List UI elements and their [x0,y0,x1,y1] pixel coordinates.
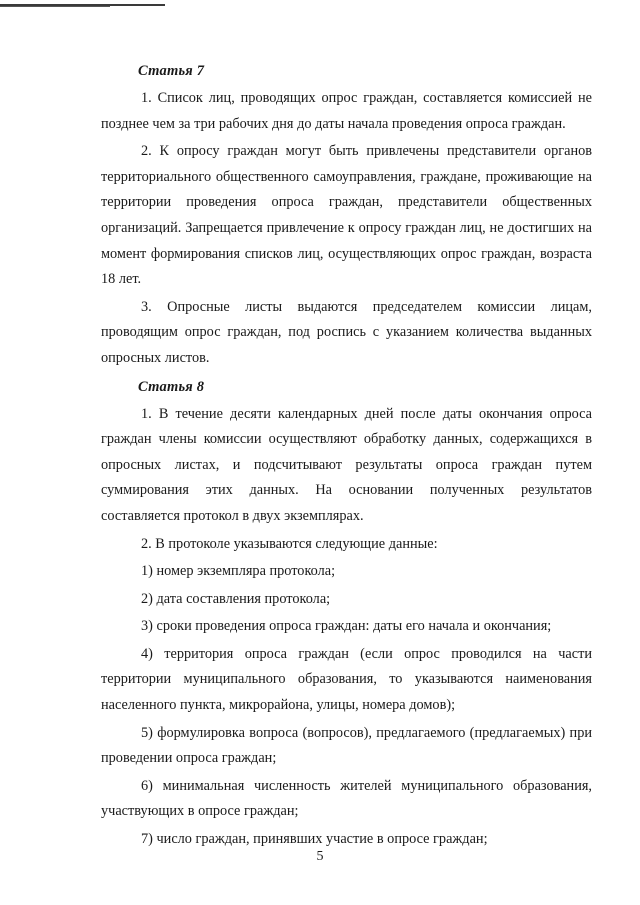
paragraph: 3. Опросные листы выдаются председателем комиссии лицам, проводящим опрос граждан, под роспись с указанием количества выданных опросных листов. [101,298,592,366]
paragraph: 2. В протоколе указываются следующие данные: [141,535,438,552]
list-item: 1) номер экземпляра протокола; [141,563,336,580]
list-item: 6) минимальная численность жителей муниципального образования, участвующих в опросе граждан; [101,777,592,820]
paragraph: 1. Список лиц, проводящих опрос граждан, составляется комиссией не позднее чем за три рабочих дня до даты начала проведения опроса граждан. [101,90,592,132]
list-item: 5) формулировка вопроса (вопросов), предлагаемого (предлагаемых) при проведении опроса граждан; [101,724,592,767]
section-heading: Статья 8 [138,378,205,395]
section-heading: Статья 7 [138,63,205,79]
paragraph: 2. К опросу граждан могут быть привлечены представители органов территориального общественного самоуправления, граждане, проживающие на территории проведения опроса граждан, представители общественных организаций. Запрещается привлечение к опросу граждан лиц, не достигших на момент формирования списков лиц, осуществляющих опрос граждан, возраста 18 лет. [101,143,592,288]
paragraph: 1. В течение десяти календарных дней после даты окончания опроса граждан члены комиссии осуществляют обработку данных, содержащихся в опросных листах, и подсчитывают результаты опроса граждан путем суммирования этих данных. На основании полученных результатов составляется протокол в двух экземплярах. [101,405,592,524]
list-item: 3) сроки проведения опроса граждан: даты его начала и окончания; [141,618,552,635]
top-rule [0,4,165,6]
list-item: 7) число граждан, принявших участие в опросе граждан; [141,831,488,848]
section-article-8 [101,378,592,853]
page-number: 5 [316,849,324,864]
list-item: 4) территория опроса граждан (если опрос проводился на части территории муниципального образования, то указываются наименования населенного пункта, микрорайона, улицы, номера домов); [101,645,592,714]
list-item: 2) дата составления протокола; [141,590,331,607]
section-article-7 [101,62,592,372]
